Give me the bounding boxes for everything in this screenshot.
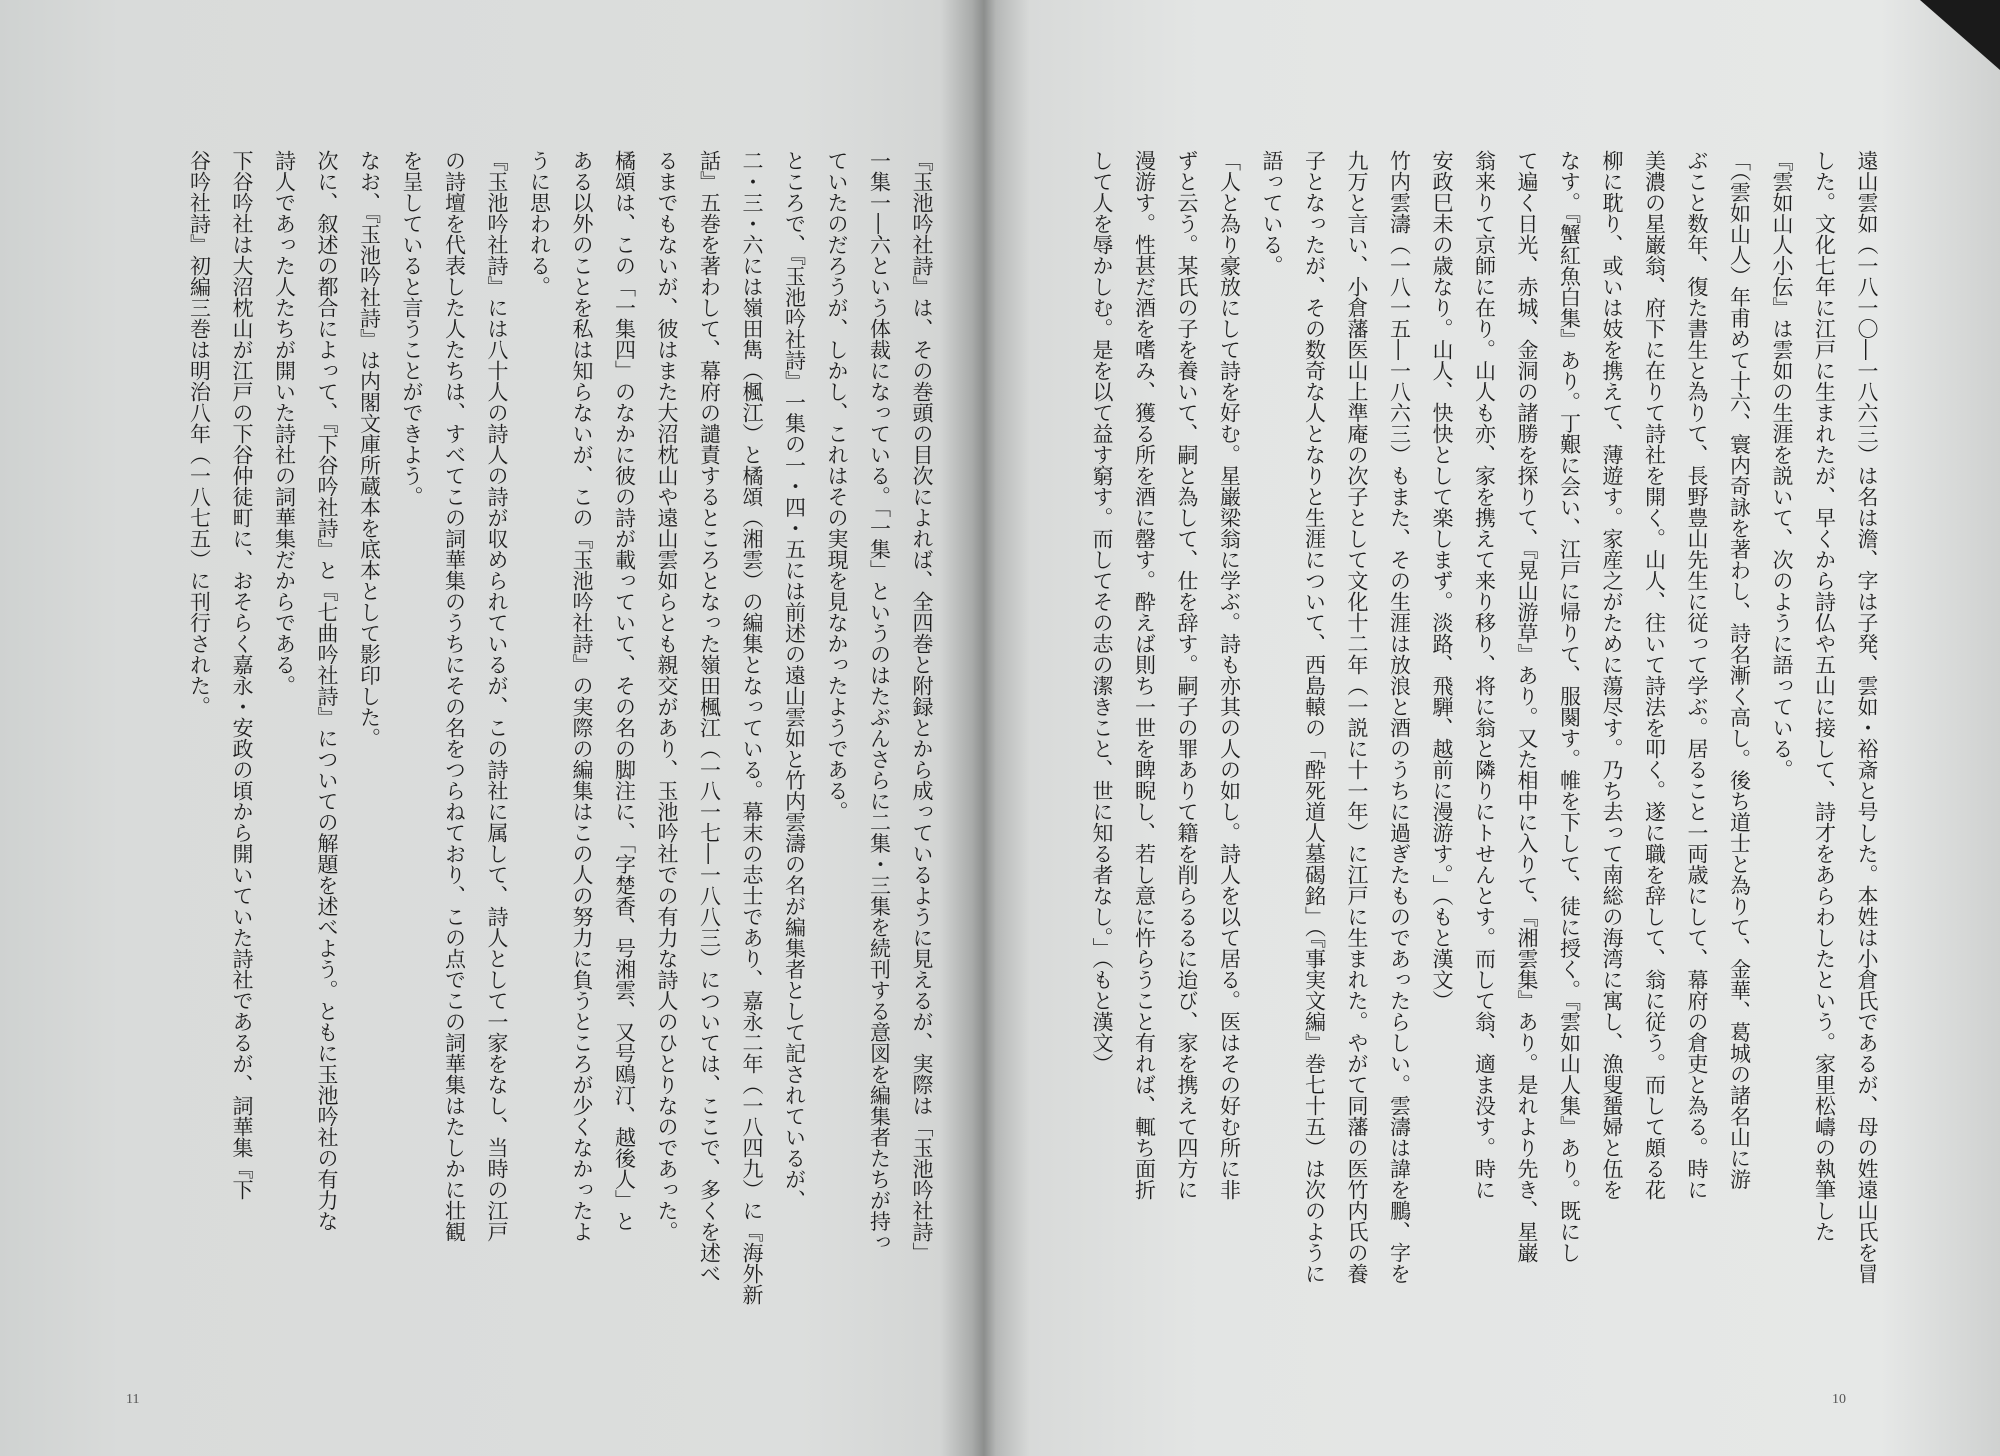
text-line: 『玉池吟社詩』には八十人の詩人の詩が収められているが、この詩社に属して、詩人として一家をなし、当時の江戸: [485, 150, 509, 1242]
page-number-left: 11: [126, 1392, 140, 1407]
text-line: て遍く日光、赤城、金洞の諸勝を探りて、『晃山游草』あり。又た相中に入りて、『湘雲集』あり。是れより先き、星巌: [1515, 150, 1539, 1263]
text-line: 詩人であった人たちが開いた詩社の詞華集だからである。: [272, 150, 297, 696]
text-line: 漫游す。性甚だ酒を嗜み、獲る所を酒に罄す。酔えば則ち一世を睥睨し、若し意に忤らうこと有れば、輒ち面折: [1132, 150, 1157, 1200]
text-line: 「（雲如山人）年甫めて十六、寰内奇詠を著わし、詩名漸く高し。後ち道士と為りて、金華、葛城の諸名山に游: [1727, 150, 1752, 1190]
text-line: 次に、叙述の都合によって、『下谷吟社詩』と『七曲吟社詩』についての解題を述べよう。ともに玉池吟社の有力な: [315, 150, 339, 1232]
page-number-right: 10: [1832, 1392, 1846, 1407]
left-page: [95, 150, 985, 1305]
background-shadow: [1920, 0, 2000, 70]
text-line: 二・三・六には嶺田雋（楓江）と橘頌（湘雲）の編集となっている。幕末の志士であり、嘉永二年（一八四九）に『海外新: [740, 150, 764, 1305]
text-line: うに思われる。: [527, 150, 552, 297]
left-page-text: [178, 150, 943, 1305]
text-line: 竹内雲濤（一八一五―一八六三）もまた、その生涯は放浪と酒のうちに過ぎたものであったらしい。雲濤は諱を鵬、字を: [1387, 150, 1412, 1284]
right-page: [1010, 150, 1900, 1300]
text-line: なす。『蟹紅魚白集』あり。丁艱に会い、江戸に帰りて、服闋す。帷を下して、徒に授く。『雲如山人集』あり。既にし: [1557, 150, 1582, 1263]
text-line: 「人と為り豪放にして詩を好む。星巌梁翁に学ぶ。詩も亦其の人の如し。詩人を以て居る。医はその好む所に非: [1217, 150, 1242, 1200]
text-line: ところで、『玉池吟社詩』一集の一・四・五には前述の遠山雲如と竹内雲濤の名が編集者として記されているが、: [782, 150, 807, 1211]
text-line: るまでもないが、彼はまた大沼枕山や遠山雲如らとも親交があり、玉池吟社での有力な詩人のひとりなのであった。: [655, 150, 679, 1242]
text-line: 翁来りて京師に在り。山人も亦、家を携えて来り移り、将に翁と隣りにトせんとす。而して翁、適ま没す。時に: [1472, 150, 1497, 1200]
text-line: ていたのだろうが、しかし、これはその実現を見なかったようである。: [825, 150, 849, 822]
text-line: 下谷吟社は大沼枕山が江戸の下谷仲徒町に、おそらく嘉永・安政の頃から開いていた詩社であるが、詞華集『下: [230, 150, 254, 1200]
text-line: 遠山雲如（一八一〇―一八六三）は名は澹、字は子発、雲如・裕斎と号した。本姓は小倉氏であるが、母の姓遠山氏を冒: [1855, 150, 1879, 1284]
text-line: ずと云う。某氏の子を養いて、嗣と為して、仕を辞す。嗣子の罪ありて籍を削らるるに迨び、家を携えて四方に: [1175, 150, 1199, 1200]
text-line: 一集一―六という体裁になっている。「一集」というのはたぶんさらに二集・三集を続刊する意図を編集者たちが持っ: [867, 150, 892, 1253]
text-line: 話』五巻を著わして、幕府の譴責するところとなった嶺田楓江（一八一七―一八八三）については、ここで、多くを述べ: [697, 150, 722, 1284]
text-line: 美濃の星巌翁、府下に在りて詩社を開く。山人、往いて詩法を叩く。遂に職を辞して、翁に従う。而して頗る花: [1642, 150, 1667, 1200]
text-line: なお、『玉池吟社詩』は内閣文庫所蔵本を底本として影印した。: [357, 150, 382, 749]
text-line: 柳に耽り、或いは妓を携えて、薄遊す。家産之がために蕩尽す。乃ち去って南総の海湾に寓し、漁叟蜑婦と伍を: [1600, 150, 1624, 1200]
text-line: 橘頌は、この「一集四」のなかに彼の詩が載っていて、その名の脚注に、「字楚香、号湘雲、又号鴎汀、越後人」と: [612, 150, 637, 1232]
text-line: 語っている。: [1260, 150, 1284, 276]
text-line: 谷吟社詩』初編三巻は明治八年（一八七五）に刊行された。: [187, 150, 212, 717]
text-line: を呈していると言うことができよう。: [400, 150, 424, 507]
text-line: 『雲如山人小伝』は雲如の生涯を説いて、次のように語っている。: [1770, 150, 1794, 780]
text-line: して人を辱かしむ。是を以て益す窮す。而してその志の潔きこと、世に知る者なし。」（もと漢文）: [1090, 150, 1114, 1074]
text-line: ある以外のことを私は知らないが、この『玉池吟社詩』の実際の編集はこの人の努力に負うところが少くなかったよ: [570, 150, 594, 1242]
text-line: 『玉池吟社詩』は、その巻頭の目次によれば、全四巻と附録とから成っているように見えるが、実際は「玉池吟社詩」: [910, 150, 934, 1263]
text-line: 安政巳未の歳なり。山人、快快として楽しまず。淡路、飛騨、越前に漫游す。」（もと漢文）: [1430, 150, 1454, 1011]
right-page-text: [1081, 150, 1889, 1284]
text-line: ぶこと数年、復た書生と為りて、長野豊山先生に従って学ぶ。居ること一両歳にして、幕府の倉吏と為る。時に: [1685, 150, 1709, 1200]
text-line: 九万と言い、小倉藩医山上準庵の次子として文化十二年（一説に十一年）に江戸に生まれた。やがて同藩の医竹内氏の養: [1345, 150, 1369, 1284]
text-line: の詩壇を代表した人たちは、すべてこの詞華集のうちにその名をつらねており、この点でこの詞華集はたしかに壮観: [442, 150, 467, 1242]
text-line: 子となったが、その数奇な人となりと生涯について、西島轅の「酔死道人墓碣銘」（『事実文編』巻七十五）は次のように: [1302, 150, 1327, 1284]
text-line: した。文化七年に江戸に生まれたが、早くから詩仏や五山に接して、詩才をあらわしたという。家里松嶹の執筆した: [1812, 150, 1837, 1242]
